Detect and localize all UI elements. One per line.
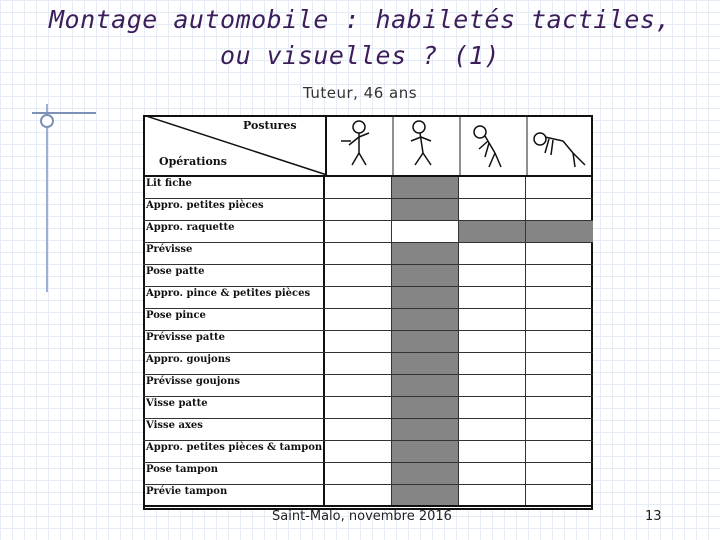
posture-cell-active [392,485,459,505]
table-row [143,287,593,309]
posture-cell [459,419,526,440]
posture-cell-active [392,199,459,220]
posture-cell [459,353,526,374]
posture-cell-active [392,243,459,264]
table-row [143,441,593,463]
posture-cell [459,375,526,396]
operation-label: Visse axes [143,419,325,440]
posture-cell [325,441,392,462]
posture-cell [459,331,526,352]
table-row [143,177,593,199]
posture-cell [526,463,593,484]
posture-cell-active [392,397,459,418]
operation-label: Appro. pince & petites pièces [143,287,325,308]
posture-cell [459,441,526,462]
operation-label: Appro. petites pièces & tampon [143,441,325,462]
posture-cell-active [392,419,459,440]
posture-cell [459,397,526,418]
posture-operation-matrix [143,115,593,510]
posture-cell [325,397,392,418]
posture-cell-active [392,441,459,462]
standing-upright-figure-icon [341,121,369,165]
operation-label: Prévie tampon [143,485,325,505]
posture-cell [325,353,392,374]
posture-cell-active [392,353,459,374]
posture-cell [325,485,392,505]
table-row [143,309,593,331]
operation-label: Pose tampon [143,463,325,484]
postures-header-label: Postures [243,119,297,132]
table-row [143,265,593,287]
operation-label: Visse patte [143,397,325,418]
posture-cell [459,199,526,220]
table-row [143,199,593,221]
posture-cell [526,309,593,330]
posture-cell [459,463,526,484]
posture-cell-active [392,375,459,396]
table-row [143,375,593,397]
posture-cell [459,265,526,286]
posture-cell [459,309,526,330]
posture-cell [526,375,593,396]
operation-label: Pose pince [143,309,325,330]
posture-cell [459,243,526,264]
operation-label: Prévisse goujons [143,375,325,396]
operations-header-label: Opérations [159,155,227,168]
posture-cell-active [392,177,459,198]
posture-cell [459,485,526,505]
posture-cell [526,287,593,308]
posture-cell [325,199,392,220]
posture-cell [526,199,593,220]
posture-cell [325,309,392,330]
posture-cell [526,331,593,352]
table-row [143,243,593,265]
table-row [143,221,593,243]
operation-label: Prévisse patte [143,331,325,352]
table-row [143,485,593,507]
bent-forward-figure-icon [474,126,501,167]
posture-cell [459,287,526,308]
posture-cell [325,375,392,396]
table-row [143,397,593,419]
posture-cell-active [392,287,459,308]
posture-cell [526,441,593,462]
posture-cell [392,221,459,242]
deeply-bent-figure-icon [534,133,585,167]
posture-cell [526,397,593,418]
operation-label: Appro. goujons [143,353,325,374]
posture-cell [459,177,526,198]
operation-label: Appro. raquette [143,221,325,242]
table-row [143,463,593,485]
posture-cell-active [526,221,593,242]
posture-cell [325,419,392,440]
posture-cell [325,265,392,286]
posture-cell-active [392,265,459,286]
title-line-1: Montage automobile : habiletés tactiles, [48,5,672,34]
posture-cell [526,243,593,264]
posture-cell-active [392,463,459,484]
posture-cell-active [392,309,459,330]
posture-cell [325,287,392,308]
operation-label: Prévisse [143,243,325,264]
decorative-vertical-line [46,104,48,292]
table-row [143,353,593,375]
table-row [143,419,593,441]
table-row [143,331,593,353]
page-number: 13 [645,509,662,524]
posture-cell [325,331,392,352]
operation-label: Lit fiche [143,177,325,198]
posture-cell [325,177,392,198]
operation-label: Pose patte [143,265,325,286]
posture-cell [325,243,392,264]
decorative-circle [40,114,54,128]
posture-cell [526,485,593,505]
posture-cell [325,221,392,242]
decorative-horizontal-line [32,112,96,114]
operation-label: Appro. petites pièces [143,199,325,220]
slide-subtitle: Tuteur, 46 ans [302,84,418,102]
posture-cell-active [392,331,459,352]
posture-cell [325,463,392,484]
posture-cell [526,265,593,286]
posture-cell [526,353,593,374]
standing-arms-forward-figure-icon [411,121,431,165]
posture-cell [526,177,593,198]
posture-cell-active [459,221,526,242]
posture-cell [526,419,593,440]
footer-text: Saint-Malo, novembre 2016 [272,509,452,524]
matrix-rows [143,175,593,507]
title-line-2: ou visuelles ? (1) [220,41,500,70]
slide-title [0,2,720,74]
